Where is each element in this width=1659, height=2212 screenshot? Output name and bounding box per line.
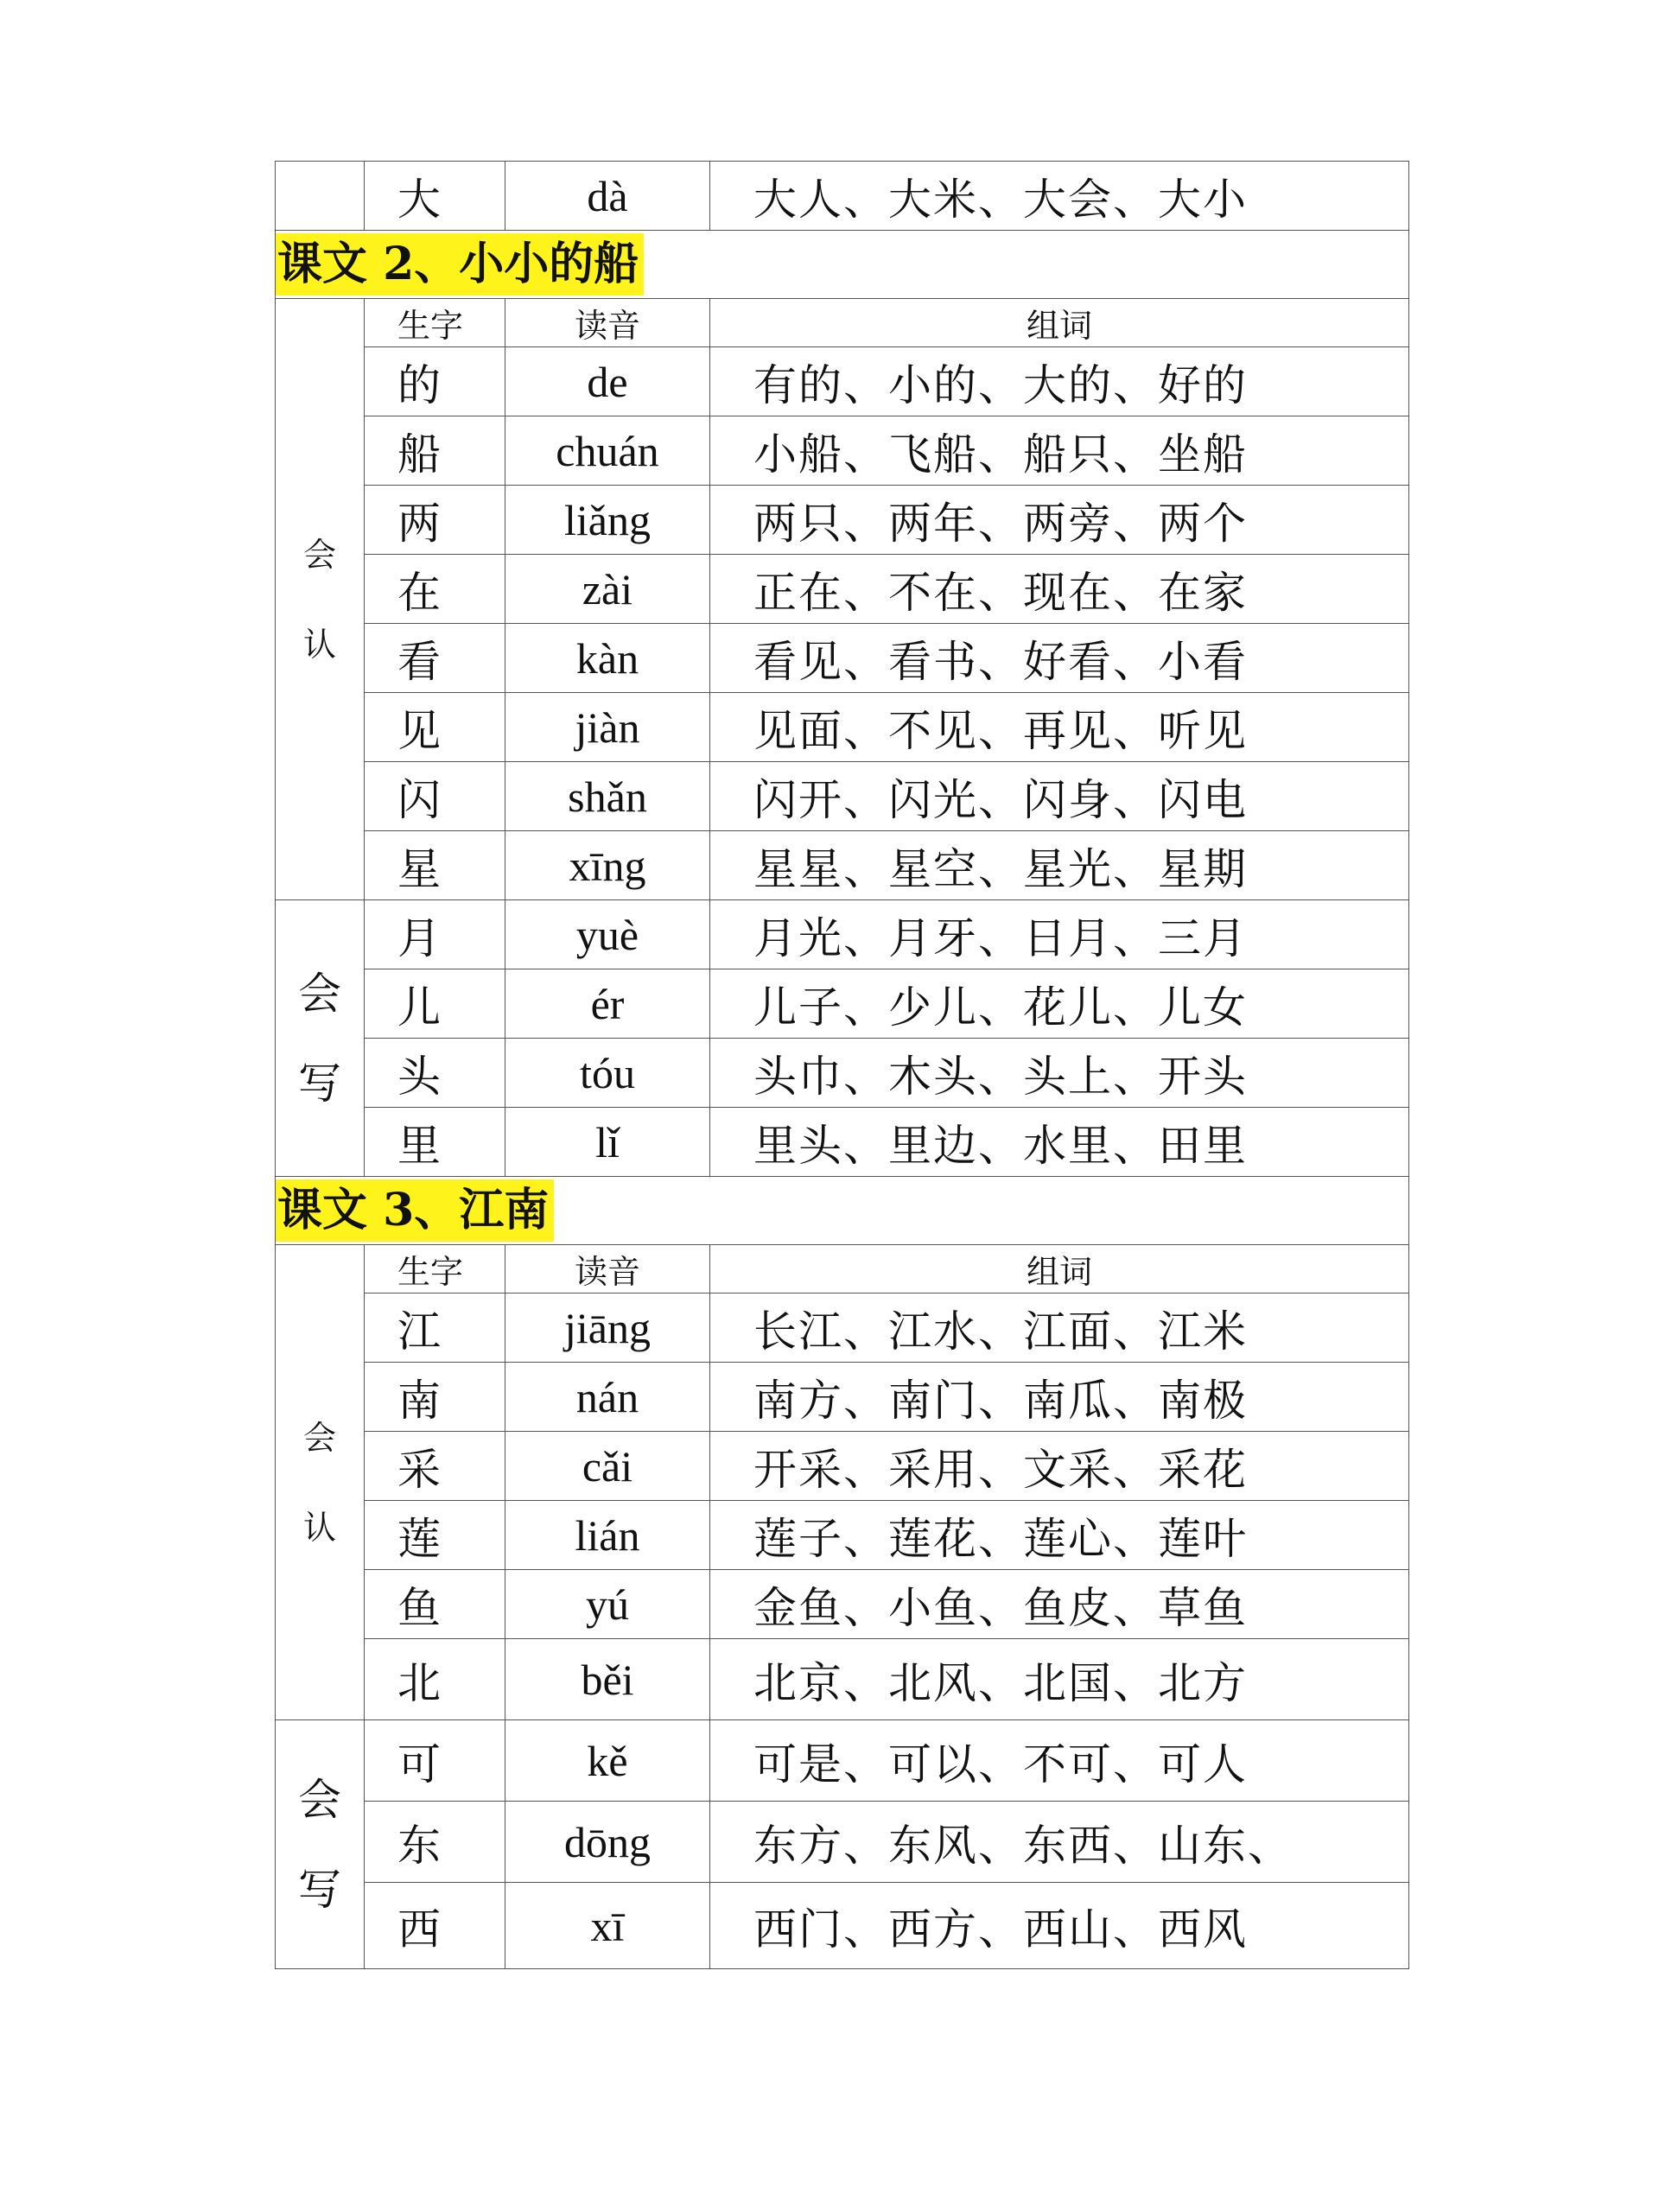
words-cell: 星星、星空、星光、星期 [710, 831, 1409, 900]
pinyin-cell: de [505, 347, 710, 416]
words-cell: 见面、不见、再见、听见 [710, 693, 1409, 762]
words-cell: 头巾、木头、头上、开头 [710, 1039, 1409, 1108]
group-label-char: 会 [302, 535, 336, 574]
hanzi-cell: 西 [365, 1883, 505, 1969]
group-label [276, 1245, 365, 1720]
group-label-char: 写 [298, 1864, 341, 1915]
words-cell: 小船、飞船、船只、坐船 [710, 416, 1409, 486]
pinyin-cell: shǎn [505, 762, 710, 831]
hanzi-cell: 里 [365, 1108, 505, 1177]
hanzi-cell: 大 [365, 162, 505, 231]
table-row [276, 1883, 1409, 1969]
words-cell: 月光、月牙、日月、三月 [710, 900, 1409, 969]
table-row [276, 900, 1409, 969]
words-cell: 有的、小的、大的、好的 [710, 347, 1409, 416]
pinyin-cell: lǐ [505, 1108, 710, 1177]
table-row [276, 693, 1409, 762]
header-pinyin: 读音 [505, 299, 710, 347]
group-label [276, 299, 365, 900]
table-row [276, 1294, 1409, 1363]
group-label-char: 写 [298, 1058, 341, 1109]
pinyin-cell: jiàn [505, 693, 710, 762]
words-cell: 正在、不在、现在、在家 [710, 555, 1409, 624]
words-cell: 可是、可以、不可、可人 [710, 1720, 1409, 1802]
lesson-title-cell [276, 231, 1409, 299]
table-row [276, 555, 1409, 624]
hanzi-cell: 儿 [365, 969, 505, 1039]
group-label-char: 认 [302, 1508, 336, 1547]
words-cell: 金鱼、小鱼、鱼皮、草鱼 [710, 1570, 1409, 1639]
vocab-table [275, 161, 1409, 1969]
pinyin-cell: lián [505, 1501, 710, 1570]
lesson-title-row [276, 1177, 1409, 1245]
group-label [276, 1720, 365, 1969]
hanzi-cell: 东 [365, 1802, 505, 1883]
hanzi-cell: 见 [365, 693, 505, 762]
words-cell: 南方、南门、南瓜、南极 [710, 1363, 1409, 1432]
header-words: 组词 [710, 299, 1409, 347]
group-label-cell [276, 162, 365, 231]
pinyin-cell: tóu [505, 1039, 710, 1108]
words-cell: 莲子、莲花、莲心、莲叶 [710, 1501, 1409, 1570]
hanzi-cell: 北 [365, 1639, 505, 1720]
words-cell: 两只、两年、两旁、两个 [710, 486, 1409, 555]
group-label-char: 认 [302, 625, 336, 664]
hanzi-cell: 船 [365, 416, 505, 486]
table-row [276, 347, 1409, 416]
hanzi-cell: 闪 [365, 762, 505, 831]
table-row [276, 1570, 1409, 1639]
table-row [276, 762, 1409, 831]
header-row [276, 1245, 1409, 1294]
table-row [276, 1501, 1409, 1570]
header-hanzi: 生字 [365, 299, 505, 347]
header-row [276, 299, 1409, 347]
pinyin-cell: chuán [505, 416, 710, 486]
pinyin-cell: yuè [505, 900, 710, 969]
words-cell: 开采、采用、文采、采花 [710, 1432, 1409, 1501]
table-row [276, 831, 1409, 900]
hanzi-cell: 可 [365, 1720, 505, 1802]
group-label-char: 会 [298, 968, 341, 1019]
table-row [276, 969, 1409, 1039]
pinyin-cell: yú [505, 1570, 710, 1639]
pinyin-cell: kàn [505, 624, 710, 693]
pinyin-cell: jiāng [505, 1294, 710, 1363]
hanzi-cell: 的 [365, 347, 505, 416]
table-row [276, 624, 1409, 693]
lesson-title: 课文 2、小小的船 [276, 233, 644, 296]
table-row [276, 1363, 1409, 1432]
lesson-title-row [276, 231, 1409, 299]
words-cell: 东方、东风、东西、山东、 [710, 1802, 1409, 1883]
table-row [276, 416, 1409, 486]
pinyin-cell: xīng [505, 831, 710, 900]
table-row [276, 1639, 1409, 1720]
words-cell: 里头、里边、水里、田里 [710, 1108, 1409, 1177]
hanzi-cell: 月 [365, 900, 505, 969]
pinyin-cell: xī [505, 1883, 710, 1969]
group-label-char: 会 [302, 1418, 336, 1457]
hanzi-cell: 头 [365, 1039, 505, 1108]
words-cell: 看见、看书、好看、小看 [710, 624, 1409, 693]
table-row [276, 1039, 1409, 1108]
pinyin-cell: ér [505, 969, 710, 1039]
pinyin-cell: dōng [505, 1802, 710, 1883]
pinyin-cell: liǎng [505, 486, 710, 555]
hanzi-cell: 江 [365, 1294, 505, 1363]
table-row [276, 486, 1409, 555]
header-pinyin: 读音 [505, 1245, 710, 1294]
group-label [276, 900, 365, 1177]
table-row [276, 1432, 1409, 1501]
header-hanzi: 生字 [365, 1245, 505, 1294]
pinyin-cell: cǎi [505, 1432, 710, 1501]
lesson-title: 课文 3、江南 [276, 1179, 554, 1242]
words-cell: 闪开、闪光、闪身、闪电 [710, 762, 1409, 831]
hanzi-cell: 采 [365, 1432, 505, 1501]
pinyin-cell: dà [505, 162, 710, 231]
lesson-title-cell [276, 1177, 1409, 1245]
hanzi-cell: 星 [365, 831, 505, 900]
pinyin-cell: běi [505, 1639, 710, 1720]
words-cell: 西门、西方、西山、西风 [710, 1883, 1409, 1969]
words-cell: 北京、北风、北国、北方 [710, 1639, 1409, 1720]
top-row [276, 162, 1409, 231]
hanzi-cell: 鱼 [365, 1570, 505, 1639]
hanzi-cell: 两 [365, 486, 505, 555]
pinyin-cell: zài [505, 555, 710, 624]
header-words: 组词 [710, 1245, 1409, 1294]
pinyin-cell: nán [505, 1363, 710, 1432]
table-row [276, 1720, 1409, 1802]
pinyin-cell: kě [505, 1720, 710, 1802]
words-cell: 大人、大米、大会、大小 [710, 162, 1409, 231]
hanzi-cell: 看 [365, 624, 505, 693]
words-cell: 儿子、少儿、花儿、儿女 [710, 969, 1409, 1039]
table-row [276, 1108, 1409, 1177]
group-label-char: 会 [298, 1774, 341, 1825]
hanzi-cell: 南 [365, 1363, 505, 1432]
table-row [276, 1802, 1409, 1883]
words-cell: 长江、江水、江面、江米 [710, 1294, 1409, 1363]
hanzi-cell: 莲 [365, 1501, 505, 1570]
hanzi-cell: 在 [365, 555, 505, 624]
